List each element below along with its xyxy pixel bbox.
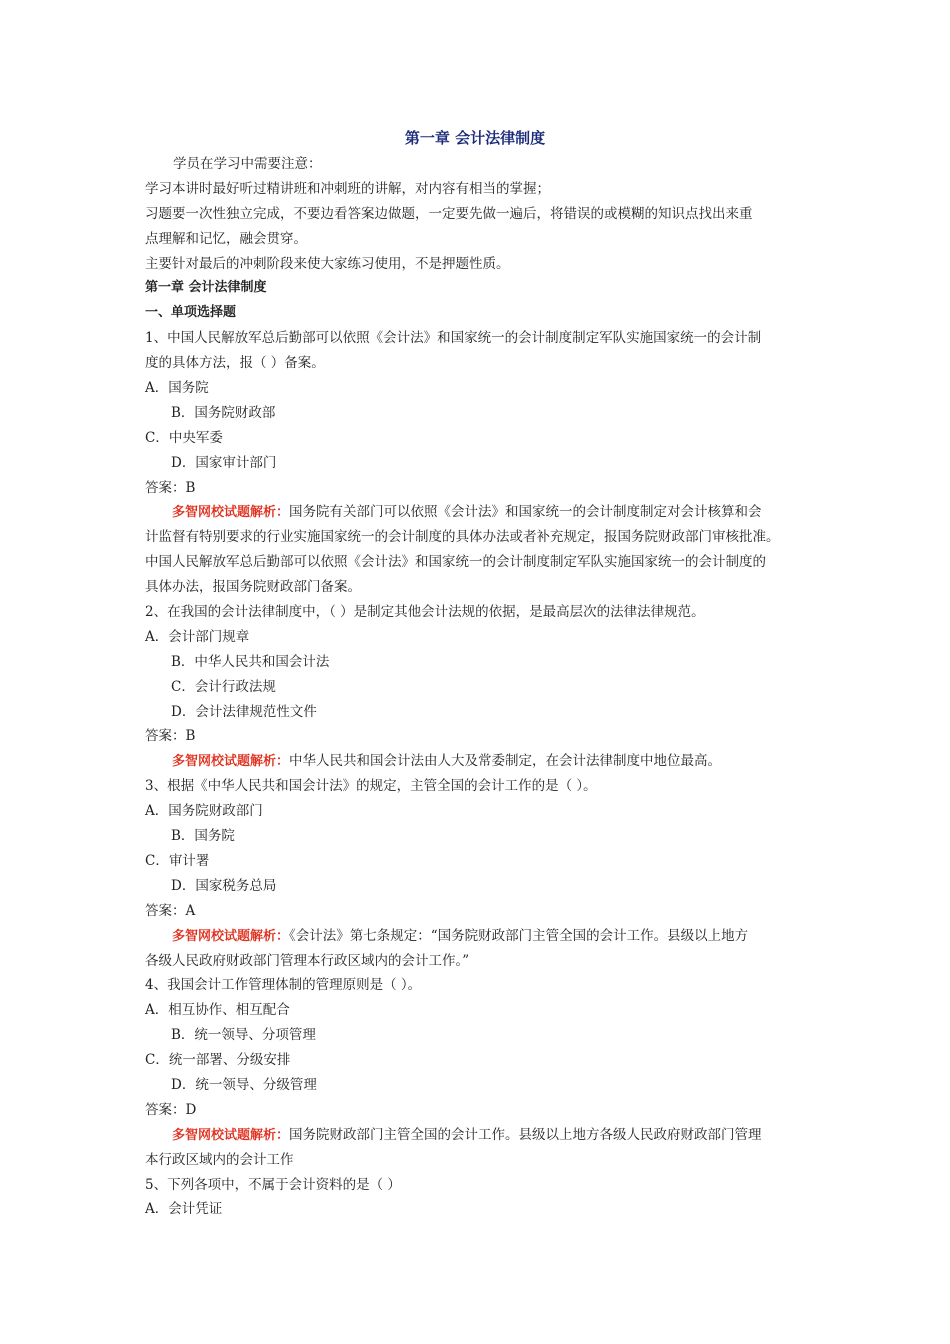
intro-line: 学员在学习中需要注意： bbox=[173, 156, 322, 172]
analysis-text: 国务院有关部门可以依照《会计法》和国家统一的会计制度制定对会计核算和会 bbox=[289, 504, 762, 521]
question-3-text: 3、根据《中华人民共和国会计法》的规定，主管全国的会计工作的是（ ）。 bbox=[145, 778, 597, 795]
question-4-analysis bbox=[145, 1123, 810, 1148]
chapter-heading: 第一章 会计法律制度 bbox=[145, 280, 267, 296]
question-4-analysis-line: 本行政区域内的会计工作 bbox=[145, 1151, 294, 1168]
question-1-option-b: B．国务院财政部 bbox=[171, 404, 276, 421]
question-1-analysis-line: 计监督有特别要求的行业实施国家统一的会计制度的具体办法或者补充规定，报国务院财政部门审核批准。 bbox=[145, 529, 780, 546]
question-2-option-d: D．会计法律规范性文件 bbox=[171, 703, 317, 720]
question-4-option-b: B．统一领导、分项管理 bbox=[171, 1027, 316, 1044]
question-1-analysis-line: 中国人民解放军总后勤部可以依照《会计法》和国家统一的会计制度制定军队实施国家统一的会计制度的 bbox=[145, 554, 766, 571]
question-3-answer: 答案：A bbox=[145, 902, 196, 919]
question-1-option-d: D．国家审计部门 bbox=[171, 454, 277, 471]
analysis-label: 多智网校试题解析： bbox=[172, 1127, 290, 1143]
question-2-option-c: C．会计行政法规 bbox=[171, 678, 276, 695]
analysis-label: 多智网校试题解析： bbox=[172, 505, 290, 521]
question-2-option-b: B．中华人民共和国会计法 bbox=[171, 653, 330, 670]
question-4-text: 4、我国会计工作管理体制的管理原则是（ ）。 bbox=[145, 977, 422, 994]
question-1-answer: 答案：B bbox=[145, 479, 196, 496]
section-heading: 一、单项选择题 bbox=[145, 305, 237, 321]
page-title: 第一章 会计法律制度 bbox=[404, 129, 546, 147]
intro-line: 点理解和记忆，融会贯穿。 bbox=[145, 230, 307, 247]
question-1-text: 度的具体方法，报（ ）备案。 bbox=[145, 355, 325, 372]
intro-line: 学习本讲时最好听过精讲班和冲刺班的讲解，对内容有相当的掌握； bbox=[145, 180, 550, 197]
question-3-option-a: A．国务院财政部门 bbox=[145, 803, 263, 820]
question-3-analysis bbox=[145, 924, 810, 949]
question-2-analysis bbox=[145, 749, 810, 774]
analysis-text: 《会计法》第七条规定：“国务院财政部门主管全国的会计工作。县级以上地方 bbox=[289, 927, 749, 944]
question-3-option-b: B．国务院 bbox=[171, 828, 235, 845]
question-5-option-a: A．会计凭证 bbox=[145, 1201, 223, 1218]
question-5-text: 5、下列各项中，不属于会计资料的是（ ） bbox=[145, 1176, 401, 1193]
intro-line: 习题要一次性独立完成，不要边看答案边做题，一定要先做一遍后，将错误的或模糊的知识点找出来重 bbox=[145, 205, 753, 222]
analysis-label: 多智网校试题解析： bbox=[172, 928, 290, 944]
question-4-option-a: A．相互协作、相互配合 bbox=[145, 1002, 290, 1019]
analysis-label: 多智网校试题解析： bbox=[172, 754, 290, 770]
question-2-answer: 答案：B bbox=[145, 728, 196, 745]
question-1-text: 1、中国人民解放军总后勤部可以依照《会计法》和国家统一的会计制度制定军队实施国家统一的会计制 bbox=[145, 330, 762, 347]
question-4-answer: 答案：D bbox=[145, 1101, 197, 1118]
question-1-option-c: C．中央军委 bbox=[145, 429, 223, 446]
document-body bbox=[145, 152, 810, 1222]
analysis-text: 国务院财政部门主管全国的会计工作。县级以上地方各级人民政府财政部门管理 bbox=[289, 1126, 762, 1143]
question-4-option-c: C．统一部署、分级安排 bbox=[145, 1052, 291, 1069]
intro-line: 主要针对最后的冲刺阶段来使大家练习使用，不是押题性质。 bbox=[145, 255, 510, 272]
question-1-option-a: A．国务院 bbox=[145, 380, 209, 397]
question-3-option-d: D．国家税务总局 bbox=[171, 877, 277, 894]
question-2-option-a: A．会计部门规章 bbox=[145, 628, 250, 645]
question-1-analysis-line: 具体办法，报国务院财政部门备案。 bbox=[145, 579, 361, 596]
analysis-text: 中华人民共和国会计法由人大及常委制定，在会计法律制度中地位最高。 bbox=[289, 753, 722, 770]
question-1-analysis bbox=[145, 500, 810, 525]
question-3-option-c: C．审计署 bbox=[145, 852, 210, 869]
question-2-text: 2、在我国的会计法律制度中，（ ）是制定其他会计法规的依据，是最高层次的法律法律规范。 bbox=[145, 604, 705, 621]
question-4-option-d: D．统一领导、分级管理 bbox=[171, 1076, 317, 1093]
question-3-analysis-line: 各级人民政府财政部门管理本行政区域内的会计工作。” bbox=[145, 952, 470, 969]
